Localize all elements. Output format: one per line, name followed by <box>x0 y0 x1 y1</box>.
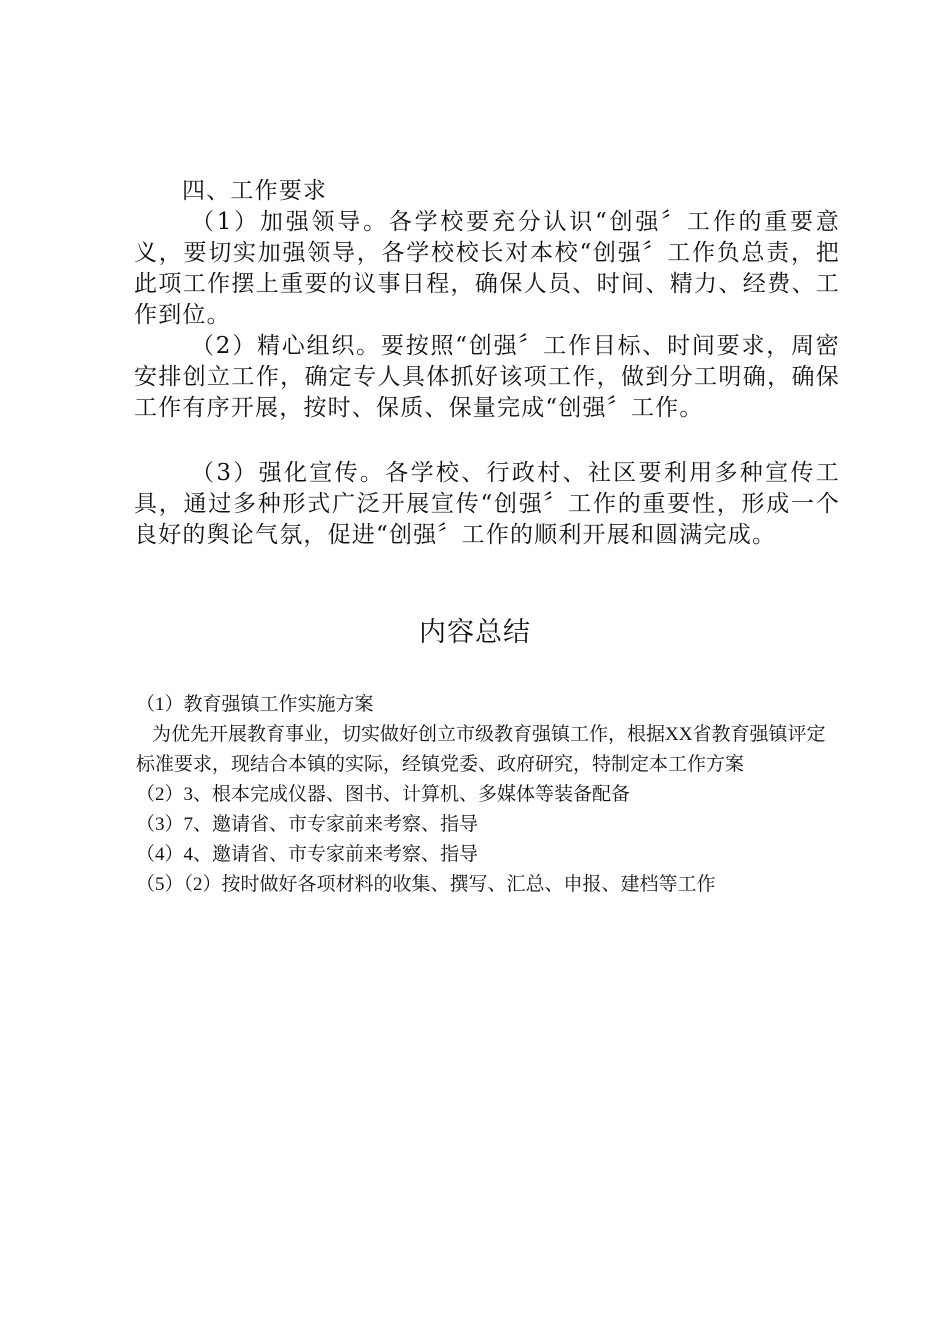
summary-item: （5）（2）按时做好各项材料的收集、撰写、汇总、申报、建档等工作 <box>136 874 716 895</box>
summary-title: 内容总结 <box>419 617 531 648</box>
work-requirements-section <box>134 176 840 551</box>
paragraph-organization: （2）精心组织。要按照“创强〞工作目标、时间要求，周密安排创立工作，确定专人具体抓好该项工作，做到分工明确，确保工作有序开展，按时、保质、保量完成“创强〞工作。 <box>134 333 840 421</box>
summary-item: （4）4、邀请省、市专家前来考察、指导 <box>136 844 479 865</box>
summary-item: （1）教育强镇工作实施方案 <box>136 694 374 715</box>
paragraph-publicity: （3）强化宣传。各学校、行政村、社区要利用多种宣传工具，通过多种形式广泛开展宣传“创强〞工作的重要性，形成一个良好的舆论气氛，促进“创强〞工作的顺利开展和圆满完成。 <box>134 460 840 548</box>
summary-list <box>136 690 826 900</box>
paragraph-leadership: （1）加强领导。各学校要充分认识“创强〞工作的重要意义，要切实加强领导，各学校校长对本校“创强〞工作负总责，把此项工作摆上重要的议事日程，确保人员、时间、精力、经费、工作到位。 <box>134 209 840 328</box>
summary-item: （2）3、根本完成仪器、图书、计算机、多媒体等装备配备 <box>136 784 631 805</box>
summary-item: （3）7、邀请省、市专家前来考察、指导 <box>136 814 479 835</box>
summary-item: 为优先开展教育事业，切实做好创立市级教育强镇工作，根据XX省教育强镇评定标准要求，现结合本镇的实际，经镇党委、政府研究，特制定本工作方案 <box>136 724 826 775</box>
section-heading: 四、工作要求 <box>182 178 328 204</box>
